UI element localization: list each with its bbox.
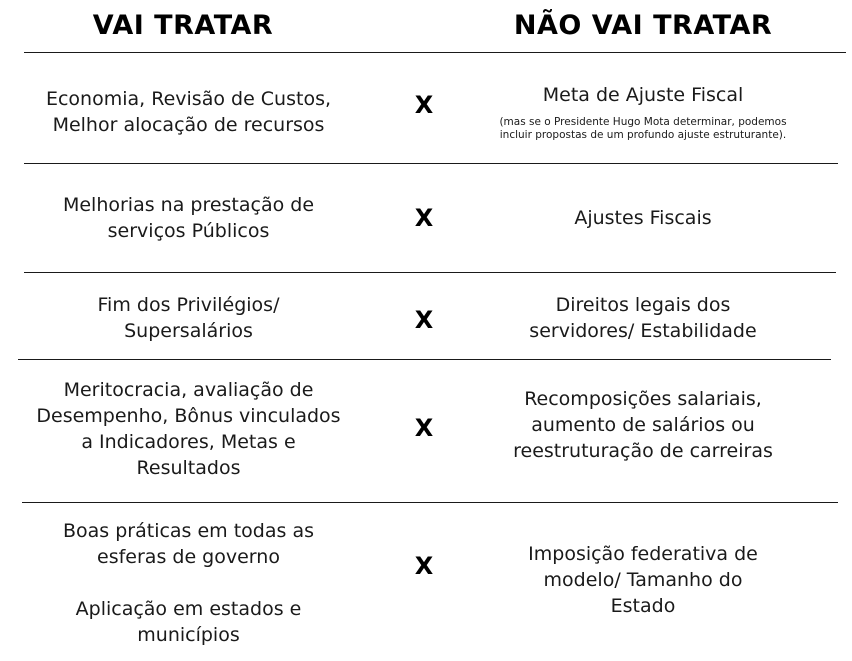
text-line: a Indicadores, Metas e: [81, 431, 296, 453]
row-2-right: [478, 170, 808, 265]
text-line: Aplicação em estados e: [75, 598, 302, 620]
text-line: Melhor alocação de recursos: [52, 114, 325, 136]
text-line: Resultados: [136, 457, 241, 479]
row-1-left: [16, 62, 361, 162]
text-line: Meritocracia, avaliação de: [63, 379, 314, 401]
text-line: Meta de Ajuste Fiscal: [542, 84, 744, 106]
text-line: Estado: [610, 595, 676, 617]
row-4-right: [478, 370, 808, 480]
text-line: esferas de governo: [97, 546, 280, 568]
text-line: Desempenho, Bônus vinculados: [36, 405, 341, 427]
text-line: serviços Públicos: [107, 219, 270, 242]
row-3-x-mark: X: [414, 306, 434, 334]
text-line: Melhorias na prestação de: [62, 193, 315, 216]
row-2-left: [16, 170, 361, 265]
text-line: Economia, Revisão de Custos,: [45, 88, 332, 110]
row-5-x-mark: X: [414, 552, 434, 580]
row-4-x-mark: X: [414, 414, 434, 442]
row-5-right: [478, 530, 808, 630]
header-nao-vai-tratar: NÃO VAI TRATAR: [513, 10, 773, 41]
footnote: (mas se o Presidente Hugo Mota determinar, podemos incluir propostas de um profundo ajuste estruturante).: [499, 116, 787, 141]
row-5-left: [16, 512, 361, 654]
divider: [24, 163, 838, 164]
divider: [24, 272, 836, 273]
text-line: Fim dos Privilégios/: [97, 294, 280, 316]
header-vai-tratar: VAI TRATAR: [92, 10, 274, 41]
divider: [24, 52, 846, 53]
text-line: aumento de salários ou: [531, 414, 755, 436]
text-line: Ajustes Fiscais: [574, 206, 712, 229]
text-line: reestruturação de carreiras: [513, 440, 773, 462]
divider: [18, 359, 831, 360]
row-2-x-mark: X: [414, 204, 434, 232]
text-line: municípios: [137, 624, 240, 646]
text-line: Recomposições salariais,: [524, 388, 762, 410]
row-1-right: [478, 64, 808, 160]
row-4-left: [16, 364, 361, 494]
row-1-x-mark: X: [414, 91, 434, 119]
text-line: servidores/ Estabilidade: [529, 320, 757, 342]
text-line: Direitos legais dos: [555, 294, 731, 316]
text-line: Supersalários: [124, 320, 253, 342]
text-line: Boas práticas em todas as: [62, 520, 314, 542]
text-line: Imposição federativa de: [528, 543, 758, 565]
row-3-left: [16, 276, 361, 360]
text-line: modelo/ Tamanho do: [543, 569, 743, 591]
row-3-right: [478, 276, 808, 360]
divider: [22, 502, 838, 503]
